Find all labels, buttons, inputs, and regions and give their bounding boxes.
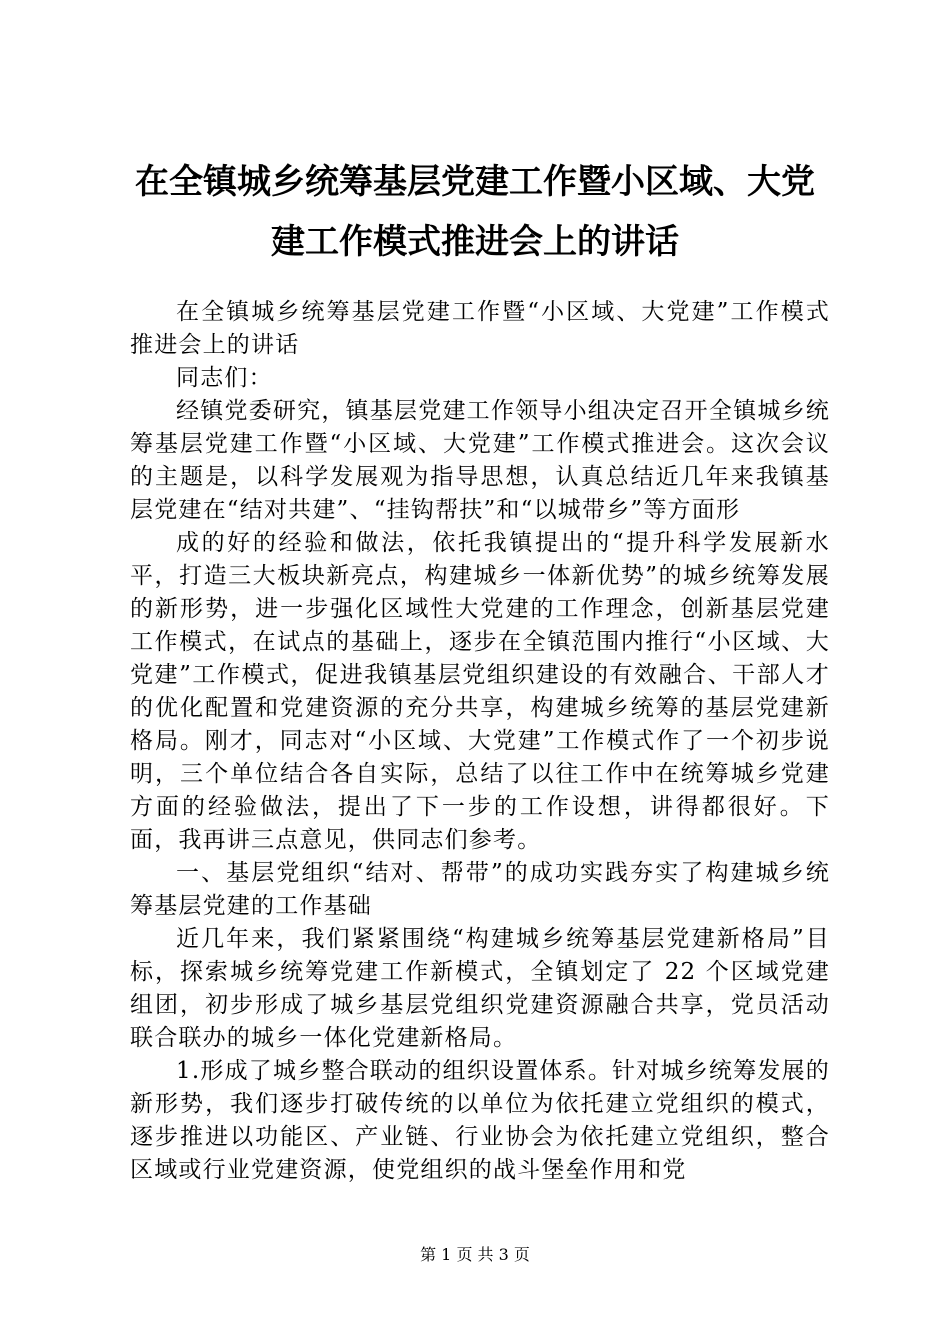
document-body	[130, 296, 830, 1187]
paragraph-experience: 成的好的经验和做法，依托我镇提出的“提升科学发展新水平，打造三大板块新亮点，构建城乡一体新优势”的城乡统筹发展的新形势，进一步强化区域性大党建的工作理念，创新基层党建工作模式，在试点的基础上，逐步在全镇范围内推行“小区域、大党建”工作模式，促进我镇基层党组织建设的有效融合、干部人才的优化配置和党建资源的充分共享，构建城乡统筹的基层党建新格局。刚才，同志对“小区域、大党建”工作模式作了一个初步说明，三个单位结合各自实际，总结了以往工作中在统筹城乡党建方面的经验做法，提出了下一步的工作设想，讲得都很好。下面，我再讲三点意见，供同志们参考。	[130, 530, 830, 853]
paragraph-subtitle: 在全镇城乡统筹基层党建工作暨“小区域、大党建”工作模式推进会上的讲话	[130, 299, 830, 358]
paragraph-section-heading-1: 一、基层党组织“结对、帮带”的成功实践夯实了构建城乡统筹基层党建的工作基础	[130, 860, 830, 919]
paragraph-recent-years: 近几年来，我们紧紧围绕“构建城乡统筹基层党建新格局”目标，探索城乡统筹党建工作新模式，全镇划定了 22 个区域党建组团，初步形成了城乡基层党组织党建资源融合共享，党员活动联合联办的城乡一体化党建新格局。	[130, 926, 830, 1051]
paragraph-salutation: 同志们：	[176, 365, 273, 391]
document-title-line-1: 在全镇城乡统筹基层党建工作暨小区域、大党	[135, 162, 815, 202]
paragraph-intro: 经镇党委研究，镇基层党建工作领导小组决定召开全镇城乡统筹基层党建工作暨“小区域、大党建”工作模式推进会。这次会议的主题是，以科学发展观为指导思想，认真总结近几年来我镇基层党建在“结对共建”、“挂钩帮扶”和“以城带乡”等方面形	[130, 398, 830, 523]
document-title-line-2: 建工作模式推进会上的讲话	[271, 222, 679, 262]
paragraph-point-1: 1.形成了城乡整合联动的组织设置体系。针对城乡统筹发展的新形势，我们逐步打破传统的以单位为依托建立党组织的模式，逐步推进以功能区、产业链、行业协会为依托建立党组织，整合区域或行业党建资源，使党组织的战斗堡垒作用和党	[130, 1058, 830, 1183]
page-footer: 第 1 页 共 3 页	[420, 1245, 530, 1264]
